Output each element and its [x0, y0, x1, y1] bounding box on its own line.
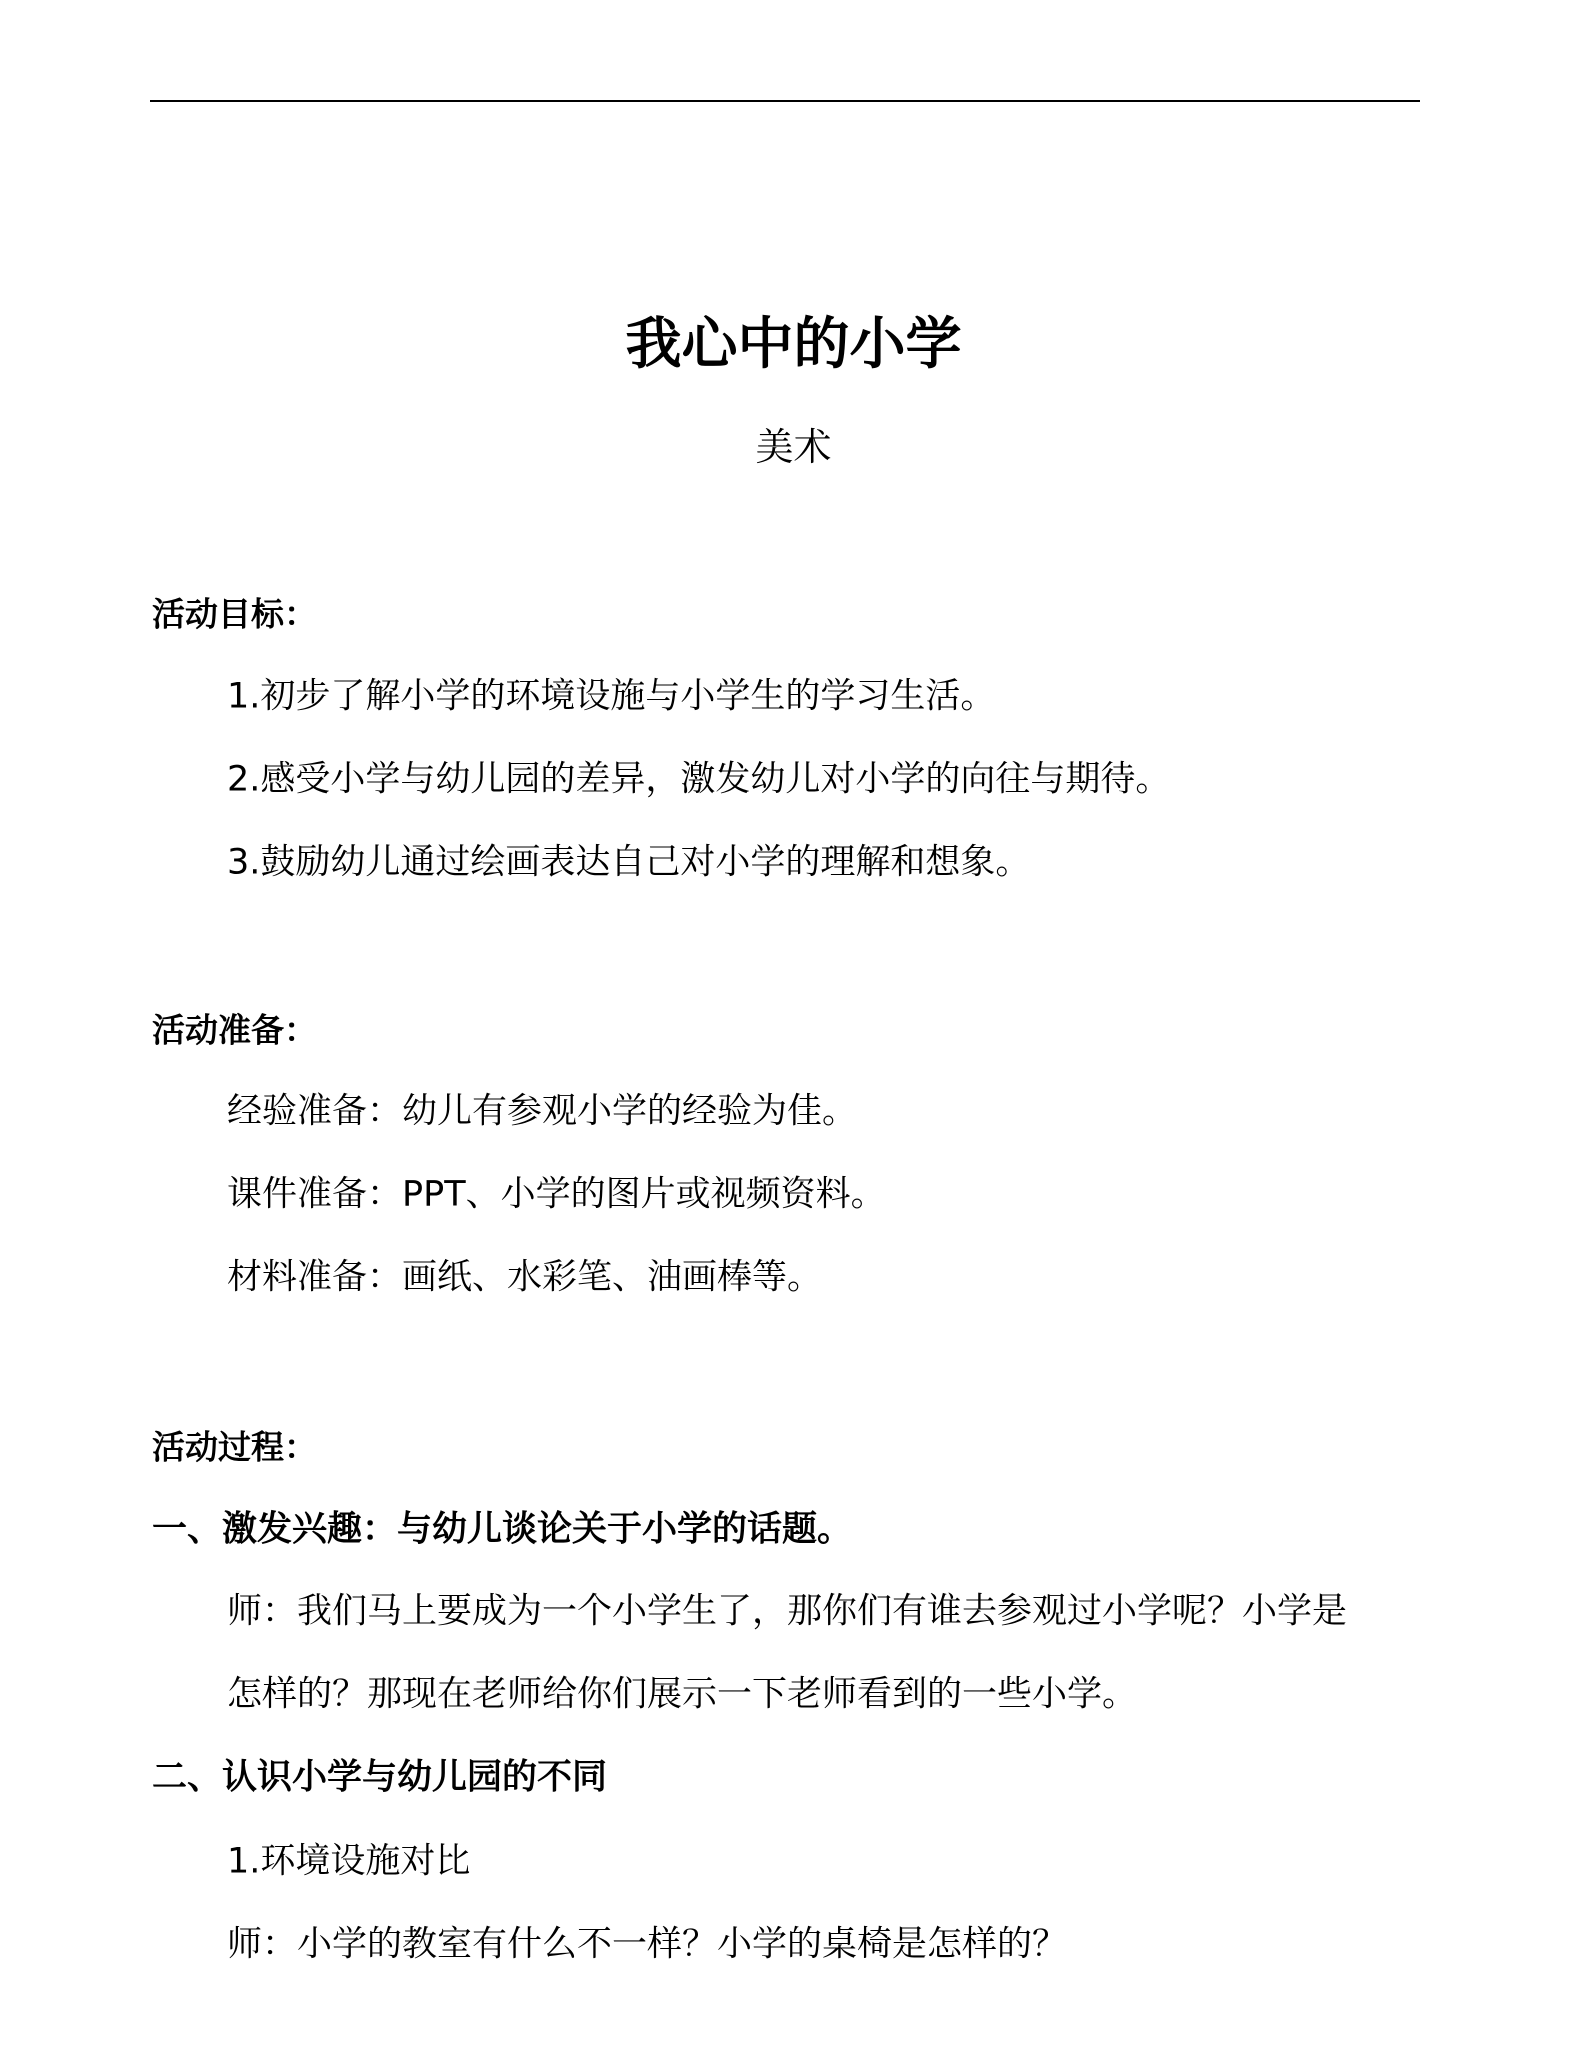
goal-item: 1.初步了解小学的环境设施与小学生的学习生活。 [227, 676, 996, 717]
process-step-title: 一、激发兴趣：与幼儿谈论关于小学的话题。 [152, 1509, 853, 1550]
process-heading: 活动过程： [152, 1427, 317, 1467]
goal-item: 3.鼓励幼儿通过绘画表达自己对小学的理解和想象。 [227, 842, 1031, 883]
process-step-line: 1.环境设施对比 [227, 1841, 471, 1882]
preparation-item: 材料准备：画纸、水彩笔、油画棒等。 [227, 1257, 823, 1298]
document-title: 我心中的小学 [625, 312, 962, 377]
document-subtitle: 美术 [755, 425, 832, 469]
preparation-item: 课件准备：PPT、小学的图片或视频资料。 [227, 1174, 886, 1215]
process-step-line: 怎样的？那现在老师给你们展示一下老师看到的一些小学。 [227, 1674, 1138, 1715]
process-step-line: 师：小学的教室有什么不一样？小学的桌椅是怎样的？ [227, 1924, 1068, 1965]
process-step-line: 师：我们马上要成为一个小学生了，那你们有谁去参观过小学呢？小学是 [227, 1591, 1348, 1632]
process-step-title: 二、认识小学与幼儿园的不同 [152, 1757, 608, 1798]
goal-item: 2.感受小学与幼儿园的差异，激发幼儿对小学的向往与期待。 [227, 759, 1171, 800]
preparation-item: 经验准备：幼儿有参观小学的经验为佳。 [227, 1091, 858, 1132]
header-rule [150, 100, 1420, 102]
preparation-heading: 活动准备： [152, 1010, 317, 1050]
goals-heading: 活动目标： [152, 594, 317, 634]
